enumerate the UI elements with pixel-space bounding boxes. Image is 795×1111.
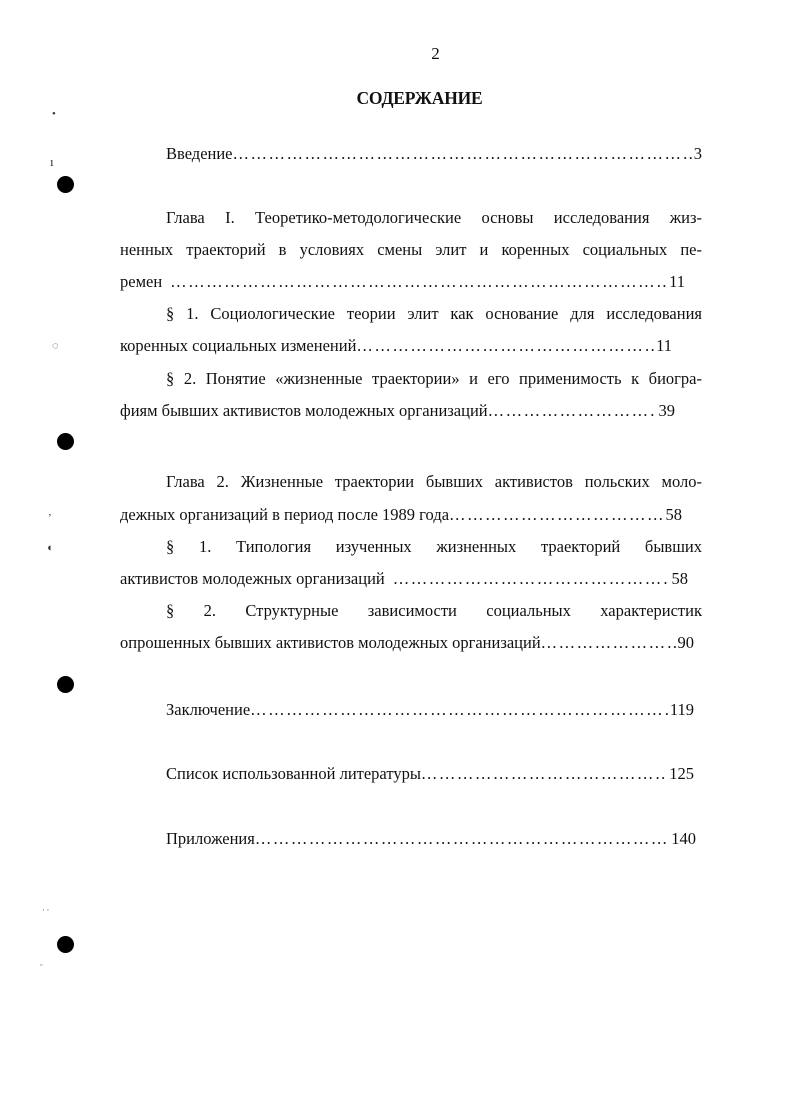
scan-speck: ◖ bbox=[46, 542, 53, 554]
toc-page-number: 58 bbox=[671, 569, 688, 588]
binder-hole bbox=[57, 936, 74, 953]
scan-speck: ı bbox=[50, 154, 54, 169]
toc-label: Приложения bbox=[166, 829, 255, 848]
scan-speck: ◌ bbox=[52, 340, 59, 352]
toc-label: активистов молодежных организаций bbox=[120, 569, 385, 588]
toc-page-number: 11 bbox=[669, 272, 685, 291]
toc-leader-dots bbox=[162, 272, 667, 292]
toc-page-number: 140 bbox=[671, 829, 696, 848]
toc-section2-2-line2[interactable] bbox=[120, 633, 694, 655]
toc-entry-appendix[interactable] bbox=[166, 829, 696, 851]
toc-section1-2-line2[interactable] bbox=[120, 401, 675, 423]
toc-entry-conclusion[interactable] bbox=[166, 700, 694, 722]
toc-page-number: 90 bbox=[677, 633, 694, 652]
toc-label: дежных организаций в период после 1989 года bbox=[120, 505, 450, 524]
toc-section2-2-line1[interactable]: § 2. Структурные зависимости социальных характеристик bbox=[166, 601, 702, 620]
toc-label: коренных социальных изменений bbox=[120, 336, 357, 355]
toc-leader-dots bbox=[250, 700, 668, 720]
scan-speck: ᵕ bbox=[40, 960, 43, 970]
binder-hole bbox=[57, 433, 74, 450]
page-number: 2 bbox=[431, 44, 440, 63]
toc-label: фиям бывших активистов молодежных организаций bbox=[120, 401, 488, 420]
toc-label: Заключение bbox=[166, 700, 251, 719]
toc-leader-dots bbox=[356, 336, 654, 356]
toc-label: ремен bbox=[120, 272, 163, 291]
toc-section2-1-line1[interactable]: § 1. Типология изученных жизненных траекторий бывших bbox=[166, 537, 702, 556]
toc-section1-1-line2[interactable] bbox=[120, 336, 672, 358]
toc-section1-1-line1[interactable]: § 1. Социологические теории элит как основание для исследования bbox=[166, 304, 702, 323]
toc-leader-dots bbox=[233, 144, 692, 164]
binder-hole bbox=[57, 176, 74, 193]
toc-entry-intro[interactable] bbox=[166, 144, 702, 166]
toc-page-number: 3 bbox=[693, 144, 702, 163]
toc-page-number: 11 bbox=[656, 336, 672, 355]
scan-speck: · · bbox=[42, 906, 50, 915]
toc-leader-dots bbox=[541, 633, 676, 653]
toc-label: Список использованной литературы bbox=[166, 764, 421, 783]
toc-page-number: 39 bbox=[658, 401, 675, 420]
toc-page-number: 119 bbox=[669, 700, 694, 719]
toc-leader-dots bbox=[421, 764, 667, 784]
scan-speck: ʼ bbox=[48, 512, 52, 524]
toc-chapter2-line2[interactable] bbox=[120, 505, 682, 527]
toc-leader-dots bbox=[449, 505, 663, 525]
toc-chapter1-line1[interactable]: Глава I. Теоретико-методологические основы исследования жиз- bbox=[166, 208, 702, 227]
page-title: СОДЕРЖАНИЕ bbox=[356, 88, 483, 108]
toc-entry-references[interactable] bbox=[166, 764, 694, 786]
toc-chapter2-line1[interactable]: Глава 2. Жизненные траектории бывших активистов польских моло- bbox=[166, 472, 702, 491]
toc-page-number: 125 bbox=[669, 764, 694, 783]
toc-leader-dots bbox=[255, 829, 669, 849]
toc-label: опрошенных бывших активистов молодежных организаций bbox=[120, 633, 541, 652]
binder-hole bbox=[57, 676, 74, 693]
scan-speck: • bbox=[52, 108, 56, 120]
toc-leader-dots bbox=[385, 569, 670, 589]
toc-page-number: 58 bbox=[665, 505, 682, 524]
toc-chapter1-line3[interactable] bbox=[120, 272, 685, 294]
toc-section2-1-line2[interactable] bbox=[120, 569, 688, 591]
toc-leader-dots bbox=[488, 401, 657, 421]
toc-chapter1-line2[interactable]: ненных траекторий в условиях смены элит и коренных социальных пе- bbox=[120, 240, 702, 259]
toc-section1-2-line1[interactable]: § 2. Понятие «жизненные траектории» и его применимость к биогра- bbox=[166, 369, 702, 388]
toc-label: Введение bbox=[166, 144, 233, 163]
